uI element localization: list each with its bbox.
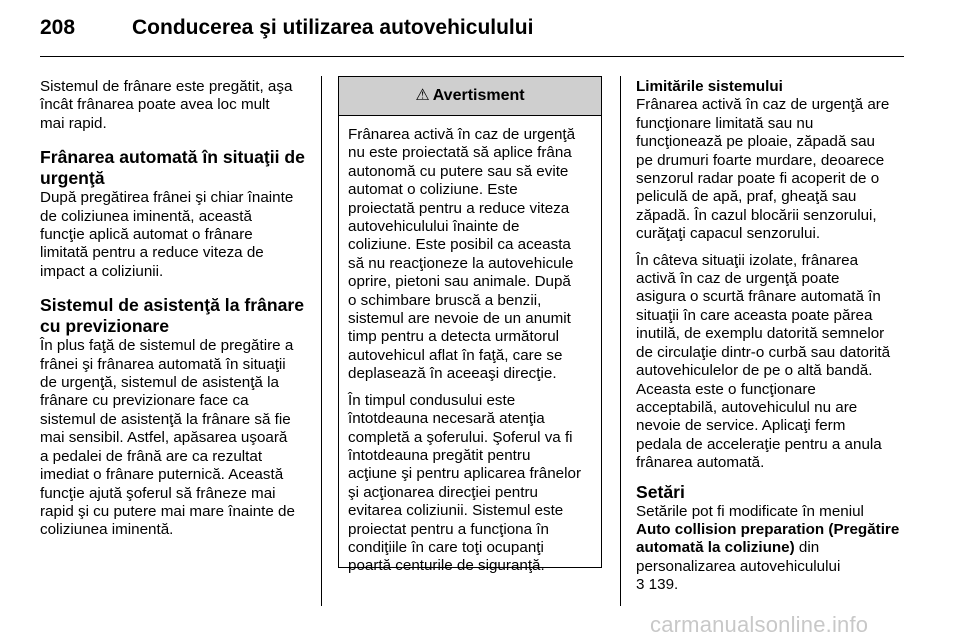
text-line: întotdeauna necesară atenţia	[348, 410, 545, 428]
text-line: curăţaţi capacul senzorului.	[636, 225, 821, 243]
column-3	[636, 78, 908, 603]
limitations-paragraph-2	[636, 252, 908, 473]
text-line: coliziune. Este posibil ca aceasta	[348, 236, 571, 254]
text-line: acţiune şi pentru aplicarea frânelor	[348, 465, 582, 483]
text-line: senzorul radar poate fi acoperit de o	[636, 170, 880, 188]
text-line: limitată pentru a reduce viteza de	[40, 244, 264, 262]
text-line: mai rapid.	[40, 114, 107, 132]
text-line: acceptabilă, autovehiculul nu are	[636, 398, 858, 416]
text-line: să nu reacţioneze la autovehicule	[348, 254, 574, 272]
column-divider-2	[620, 76, 621, 606]
text-line: autovehiculului înainte de	[348, 218, 520, 236]
settings-paragraph	[636, 503, 908, 595]
intro-paragraph	[40, 78, 306, 133]
text-line: pe drumuri foarte murdare, deoarece	[636, 151, 885, 169]
text-line: timp pentru a detecta următorul	[348, 328, 560, 346]
column-1	[40, 78, 306, 548]
warning-header	[339, 77, 601, 116]
text-line: frânei şi frânarea automată în situaţii	[40, 355, 286, 373]
text-line: funcţionare limitată sau nu	[636, 114, 814, 132]
text-line: În câteva situaţii izolate, frânarea	[636, 251, 859, 269]
text-line: nu este proiectată să aplice frâna	[348, 144, 572, 162]
text-line: nevoie de service. Aplicaţi ferm	[636, 417, 846, 435]
text-line: încât frânarea poate avea loc mult	[40, 96, 270, 114]
text-line: mai sensibil. Astfel, apăsarea uşoară	[40, 429, 288, 447]
heading-system-limitations: Limitările sistemului	[636, 78, 783, 95]
page-header	[40, 16, 920, 48]
text-line: Frânarea automată în situaţii de	[40, 147, 305, 168]
warning-body	[339, 116, 601, 576]
text-line: a pedalei de frână are ca rezultat	[40, 447, 263, 465]
warning-triangle-icon: ⚠	[415, 87, 430, 104]
page-number: 208	[40, 16, 76, 39]
text-line: Sistemul de asistenţă la frânare	[40, 295, 305, 316]
text-line: frânare cu previzionare face ca	[40, 392, 249, 410]
text-line: autovehicul aflat în faţă, care se	[348, 346, 563, 364]
text-line: coliziunea iminentă.	[40, 521, 174, 539]
warning-paragraph-1	[348, 126, 593, 384]
heading-automatic-braking	[40, 147, 306, 189]
text-line: În timpul condusului este	[348, 391, 516, 409]
text-line: proiectată pentru a reduce viteza	[348, 199, 570, 217]
text-line: funcţie aplică automat o frânare	[40, 226, 253, 244]
text-line: automat o coliziune. Este	[348, 181, 518, 199]
settings-after-bold: din	[794, 539, 820, 557]
text-line: completă a şoferului. Şoferul va fi	[348, 428, 573, 446]
text-line: frânarea automată.	[636, 454, 765, 472]
heading-predictive-brake-assist	[40, 295, 306, 337]
text-line: deplasează în aceeaşi direcţie.	[348, 365, 557, 383]
watermark: carmanualsonline.info	[650, 612, 869, 637]
text-line: Aceasta este o funcţionare	[636, 380, 816, 398]
warning-paragraph-2	[348, 392, 593, 576]
header-rule	[40, 56, 904, 57]
text-line: întotdeauna pregătit pentru	[348, 446, 531, 464]
settings-line-4: personalizarea autovehiculului	[636, 557, 841, 575]
text-line: În plus faţă de sistemul de pregătire a	[40, 337, 294, 355]
text-line: Sistemul de frânare este pregătit, aşa	[40, 78, 293, 95]
text-line: funcţionează pe ploaie, zăpadă sau	[636, 133, 875, 151]
text-line: impact a coliziunii.	[40, 262, 164, 280]
text-line: peliculă de apă, praf, gheaţă sau	[636, 188, 857, 206]
text-line: pedala de acceleraţie pentru a anula	[636, 435, 882, 453]
text-line: condiţiile în care toţi ocupanţi	[348, 538, 544, 556]
text-line: cu previzionare	[40, 316, 170, 337]
text-line: de urgenţă, sistemul de asistenţă la	[40, 374, 279, 392]
text-line: inutilă, de exemplu datorită semnelor	[636, 325, 885, 343]
column-divider-1	[321, 76, 322, 606]
text-line: urgenţă	[40, 168, 105, 189]
text-line: o schimbare bruscă a benzii,	[348, 291, 542, 309]
text-line: proiectat pentru a funcţiona în	[348, 520, 549, 538]
text-line: imediat o frânare puternică. Această	[40, 466, 284, 484]
predictive-brake-assist-paragraph	[40, 337, 306, 539]
text-line: oprire, pietoni sau animale. După	[348, 273, 571, 291]
text-line: poartă centurile de siguranţă.	[348, 557, 545, 575]
automatic-braking-paragraph	[40, 189, 306, 281]
text-line: funcţie ajută şoferul să frâneze mai	[40, 484, 276, 502]
settings-menu-name-2: automată la coliziune)	[636, 539, 795, 557]
text-line: şi acţionarea direcţiei pentru	[348, 483, 538, 501]
settings-menu-name-1: Auto collision preparation (Pregătire	[636, 520, 900, 538]
text-line: sistemul are nevoie de un anumit	[348, 310, 571, 328]
text-line: evitarea coliziunii. Sistemul este	[348, 502, 564, 520]
text-line: de coliziunea iminentă, această	[40, 207, 252, 225]
text-line: de circulaţie dintr-o curbă sau datorită	[636, 343, 891, 361]
text-line: Frânarea activă în caz de urgenţă are	[636, 96, 890, 114]
text-line: După pregătirea frânei şi chiar înainte	[40, 189, 294, 207]
warning-title: Avertisment	[432, 87, 525, 104]
text-line: sistemul de asistenţă la frânare să fie	[40, 410, 291, 428]
text-line: Frânarea activă în caz de urgenţă	[348, 126, 576, 143]
heading-settings: Setări	[636, 481, 685, 502]
text-line: autovehiculelor de pe o altă bandă.	[636, 362, 873, 380]
limitations-paragraph-1	[636, 96, 908, 243]
text-line: asigura o scurtă frânare automată în	[636, 288, 881, 306]
page-title: Conducerea şi utilizarea autovehiculului	[132, 16, 534, 39]
settings-line-1: Setările pot fi modificate în meniul	[636, 502, 864, 520]
page-reference-arrow-icon: 3	[636, 576, 645, 594]
text-line: activă în caz de urgenţă poate	[636, 270, 840, 288]
warning-box	[338, 76, 602, 575]
page-reference: 139.	[644, 576, 679, 594]
text-line: situaţii în care aceasta poate părea	[636, 306, 873, 324]
text-line: zăpadă. În cazul blocării senzorului,	[636, 206, 877, 224]
text-line: rapid şi cu putere mai mare înainte de	[40, 502, 295, 520]
text-line: autonomă cu putere sau să evite	[348, 162, 569, 180]
